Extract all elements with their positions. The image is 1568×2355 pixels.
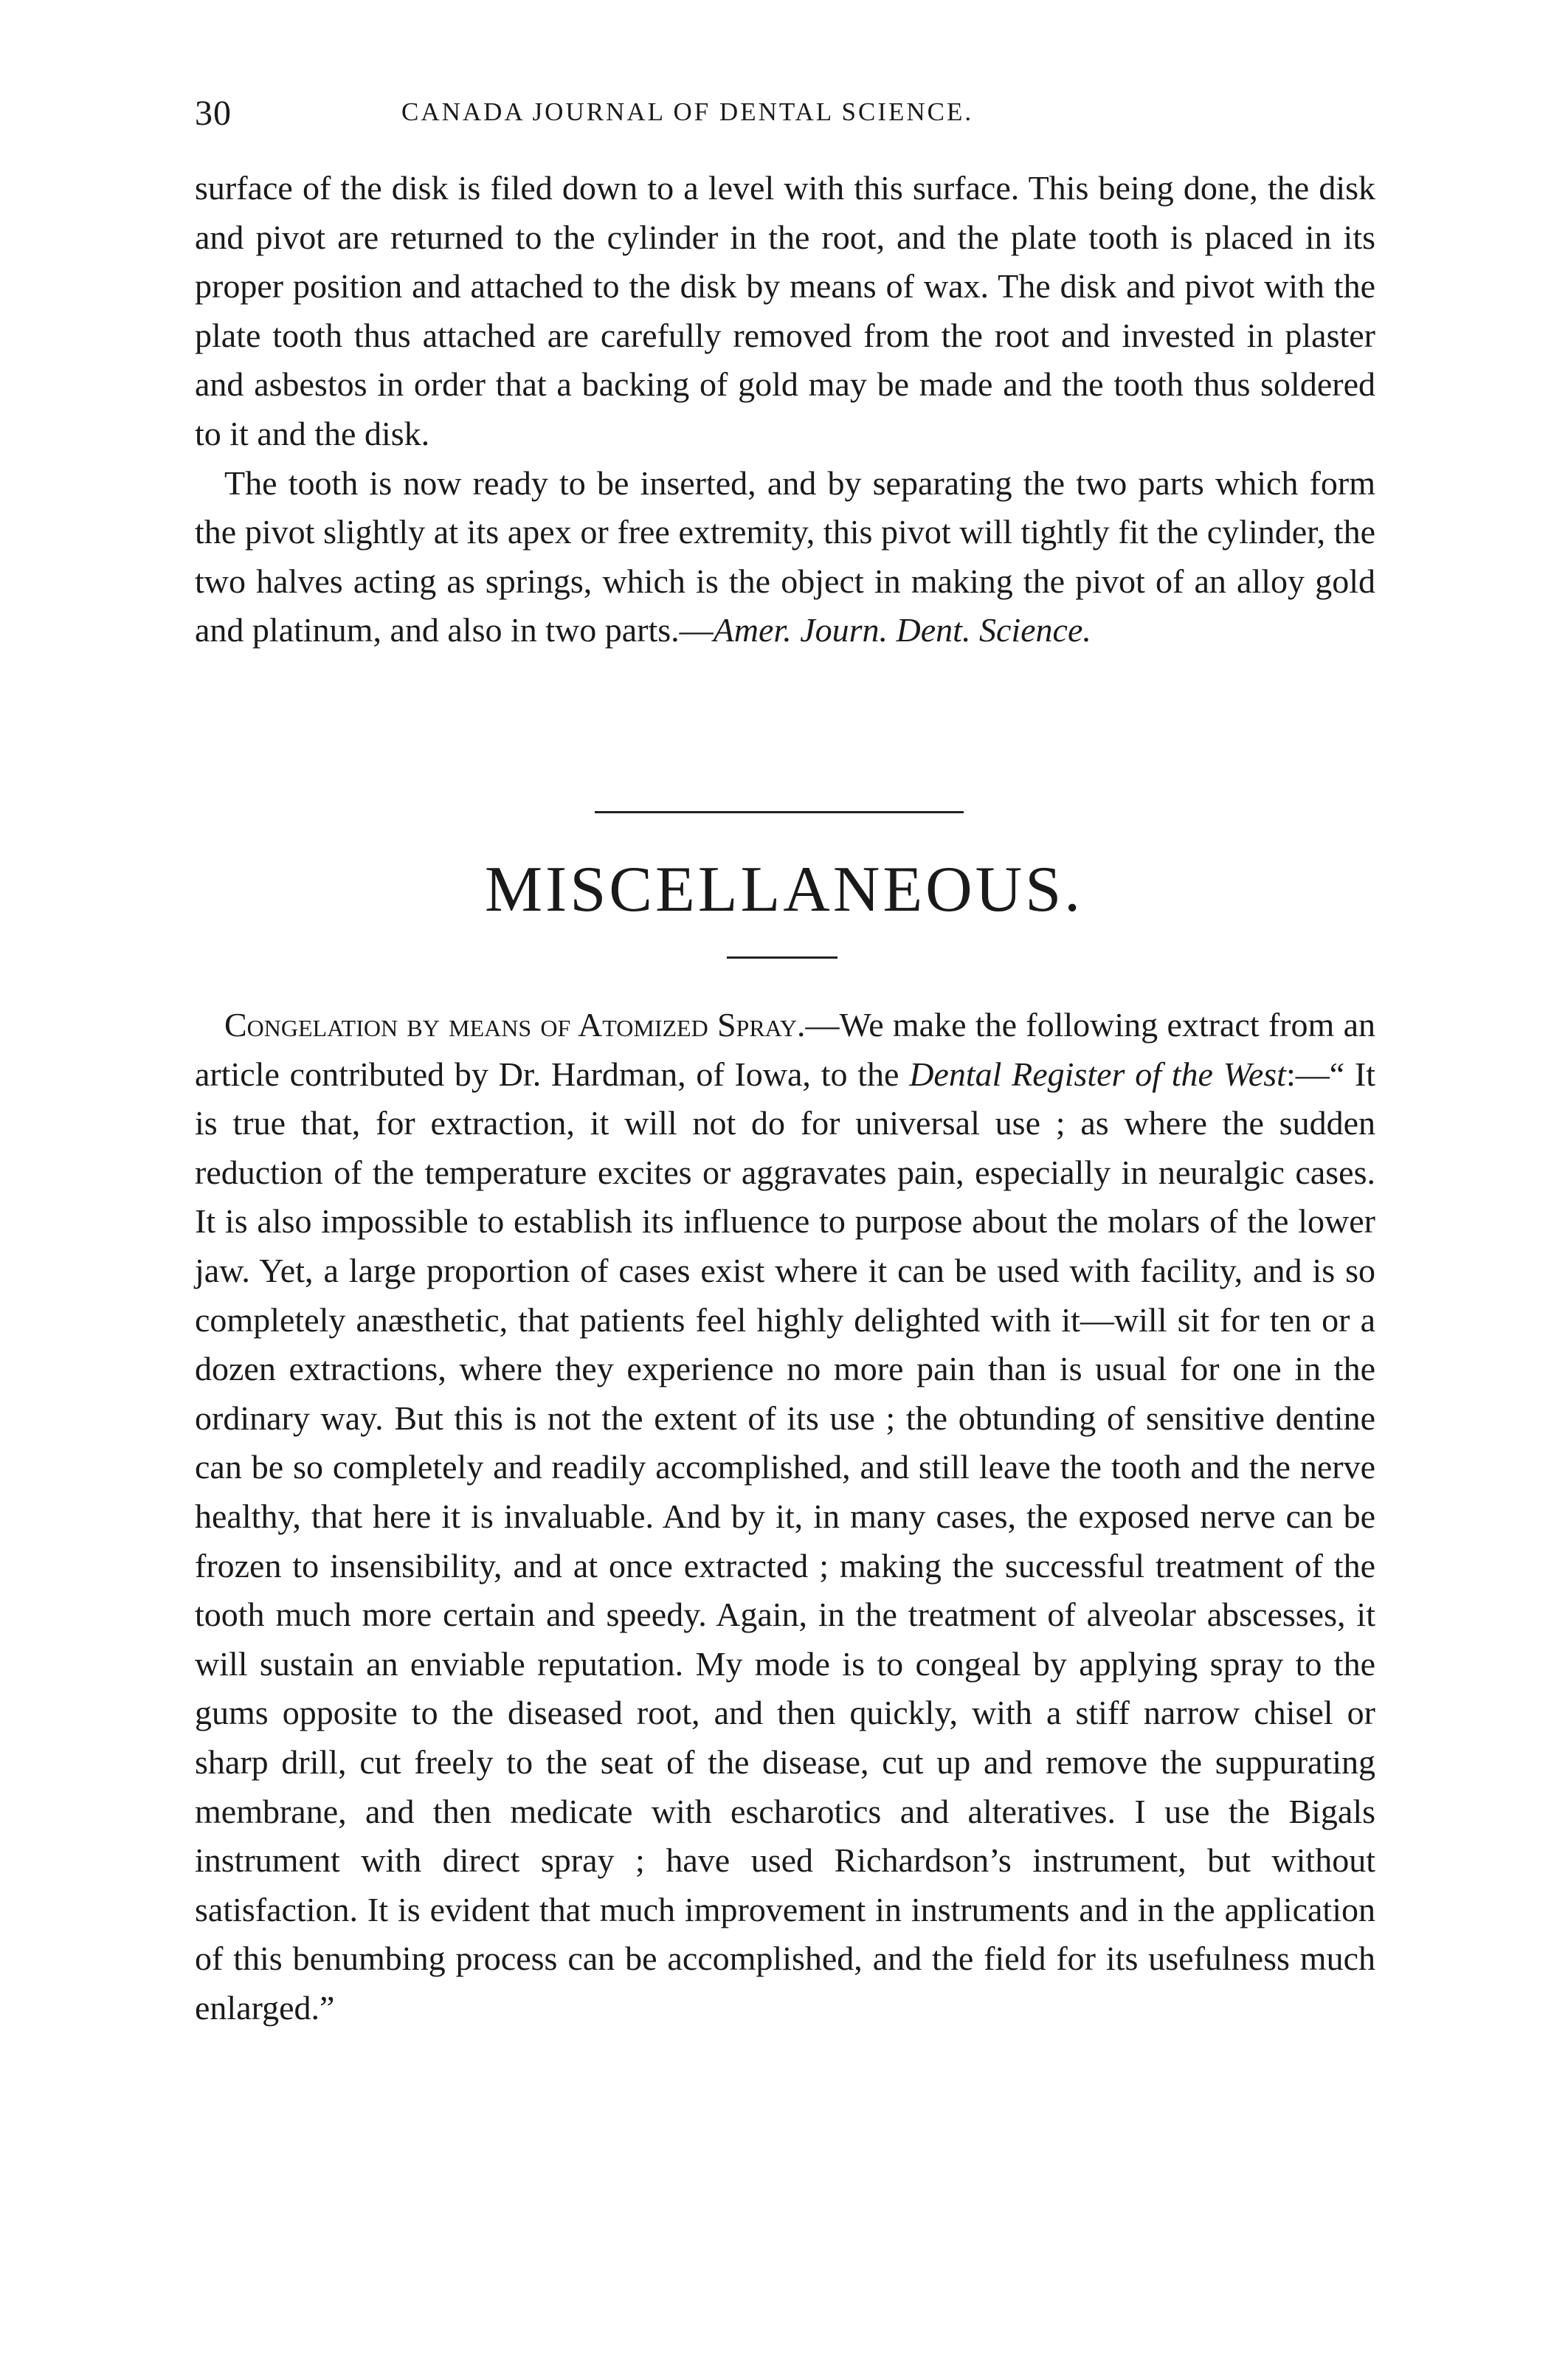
title-underline (727, 956, 837, 959)
misc-heading: Congelation by means of Atomized Spray. (224, 1006, 806, 1044)
miscellaneous-item (195, 1001, 1375, 2032)
page-header (195, 93, 1375, 145)
article-paragraph-text: surface of the disk is filed down to a level with this surface. This being done, the disk and pivot are returned to the cylinder in the root, and the plate tooth is placed in its proper position and attached to the disk by means of wax. The disk and pivot with the plate tooth thus attached are carefully removed from the root and invested in plaster and asbestos in order that a backing of gold may be made and the tooth thus soldered to it and the disk. (195, 169, 1375, 452)
section-title: MISCELLANEOUS. (484, 854, 1084, 925)
article-paragraph (195, 164, 1375, 459)
article-source: Amer. Journ. Dent. Science. (713, 611, 1091, 649)
running-head: CANADA JOURNAL OF DENTAL SCIENCE. (401, 97, 974, 126)
misc-paragraph (195, 1001, 1375, 2032)
article-paragraph (195, 459, 1375, 655)
misc-intro: —We make the following extract from an article contributed by Dr. Hardman, of Iowa, to the (195, 1006, 1375, 1093)
section-divider (595, 811, 964, 813)
article-conclusion (195, 164, 1375, 655)
page-number: 30 (195, 94, 232, 133)
misc-quote: :—“ It is true that, for extraction, it will not do for universal use ; as where the sudden reduction of the temperature excites or aggravates pain, especially in neuralgic cases. It is also impossible to establish its influence to purpose about the molars of the lower jaw. Yet, a large proportion of cases exist where it can be used with facility, and is so completely anæsthetic, that patients feel highly delighted with it—will sit for ten or a dozen extractions, where they experience no more pain than is usual for one in the ordinary way. But this is not the extent of its use ; the obtunding of sensitive dentine can be so completely and readily accomplished, and still leave the tooth and the nerve healthy, that here it is invaluable. And by it, in many cases, the exposed nerve can be frozen to insensibility, and at once extracted ; making the successful treatment of the tooth much more certain and speedy. Again, in the treatment of alveolar abscesses, it will sustain an enviable reputation. My mode is to congeal by applying spray to the gums opposite to the diseased root, and then quickly, with a stiff narrow chisel or sharp drill, cut freely to the seat of the disease, cut up and remove the suppurating membrane, and then medicate with escharotics and alteratives. I use the Bigals instrument with direct spray ; have used Richardson’s instrument, but without satisfaction. It is evident that much improvement in instruments and in the application of this benumbing process can be accomplished, and the field for its usefulness much enlarged.” (195, 1055, 1375, 2027)
journal-title: Dental Register of the West (909, 1055, 1286, 1093)
article-paragraph-text: The tooth is now ready to be inserted, and by separating the two parts which form the pivot slightly at its apex or free extremity, this pivot will tightly fit the cylinder, the two halves acting as springs, which is the object in making the pivot of an alloy gold and platinum, and also in two parts.— (195, 463, 1375, 649)
